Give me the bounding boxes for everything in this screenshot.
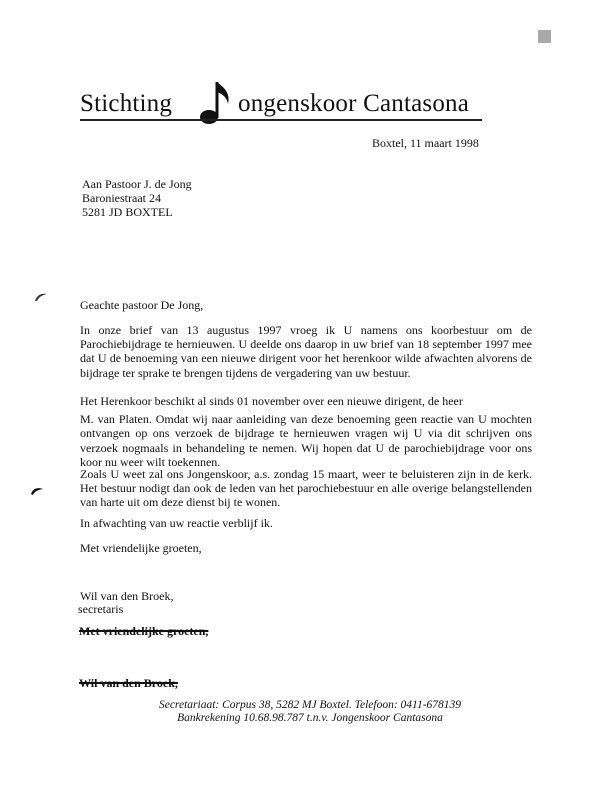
footer [80,699,540,725]
struck-closing: Met vriendelijke groeten, [79,624,209,638]
margin-mark-icon [34,292,48,302]
address-line-3: 5281 JD BOXTEL [82,205,173,219]
scan-corner-mark [538,30,551,43]
recipient-address [82,177,192,219]
paragraph-2 [80,394,532,469]
paragraph-3: Zoals U weet zal ons Jongenskoor, a.s. zondag 15 maart, weer te beluisteren zijn in de kerk. Het bestuur nodigt dan ook de leden van het parochiebestuur en alle overige belangstellenden van harte uit om deze dienst bij te wonen. [80,467,532,510]
paragraph-2-body: M. van Platen. Omdat wij naar aanleiding van deze benoeming geen reactie van U mochten ontvangen op ons verzoek de bijdrage te hernieuwen vragen wij U via dit schrijven ons verzoek nogmaals in behandeling te nemen. Wij hopen dat U de parochiebijdrage voor ons koor nu weer wilt toekennen. [80,412,532,469]
letterhead [80,78,490,128]
closing: Met vriendelijke groeten, [80,541,202,555]
salutation: Geachte pastoor De Jong, [80,298,204,312]
address-line-1: Aan Pastoor J. de Jong [82,177,192,191]
letterhead-underline [80,119,482,121]
footer-line-1: Secretariaat: Corpus 38, 5282 MJ Boxtel. Telefoon: 0411-678139 [158,699,462,711]
struck-signature-name: Wil van den Broek, [79,676,178,690]
letterhead-name-right: ongenskoor Cantasona [238,90,470,117]
paragraph-1: In onze brief van 13 augustus 1997 vroeg ik U namens ons koorbestuur om de Parochiebijdrage te hernieuwen. U deelde ons daarop in uw brief van 18 september 1997 mee dat U de benoeming van een nieuwe dirigent voor het herenkoor wilde afwachten alvorens de bijdrage ter sprake te brengen tijdens de vergadering van uw bestuur. [80,323,532,380]
paragraph-4: In afwachting van uw reactie verblijf ik. [80,516,273,530]
address-line-2: Baroniestraat 24 [82,191,161,205]
signature-name: Wil van den Broek, [80,589,174,603]
paragraph-2-first-line: Het Herenkoor beschikt al sinds 01 november over een nieuwe dirigent, de heer [80,394,463,408]
letter-date: Boxtel, 11 maart 1998 [372,136,479,150]
footer-line-2: Bankrekening 10.68.98.787 t.n.v. Jongenskoor Cantasona [177,712,443,724]
letterhead-name-left: Stichting [80,90,173,117]
margin-mark-icon [30,486,44,496]
signature-title: secretaris [78,602,124,616]
